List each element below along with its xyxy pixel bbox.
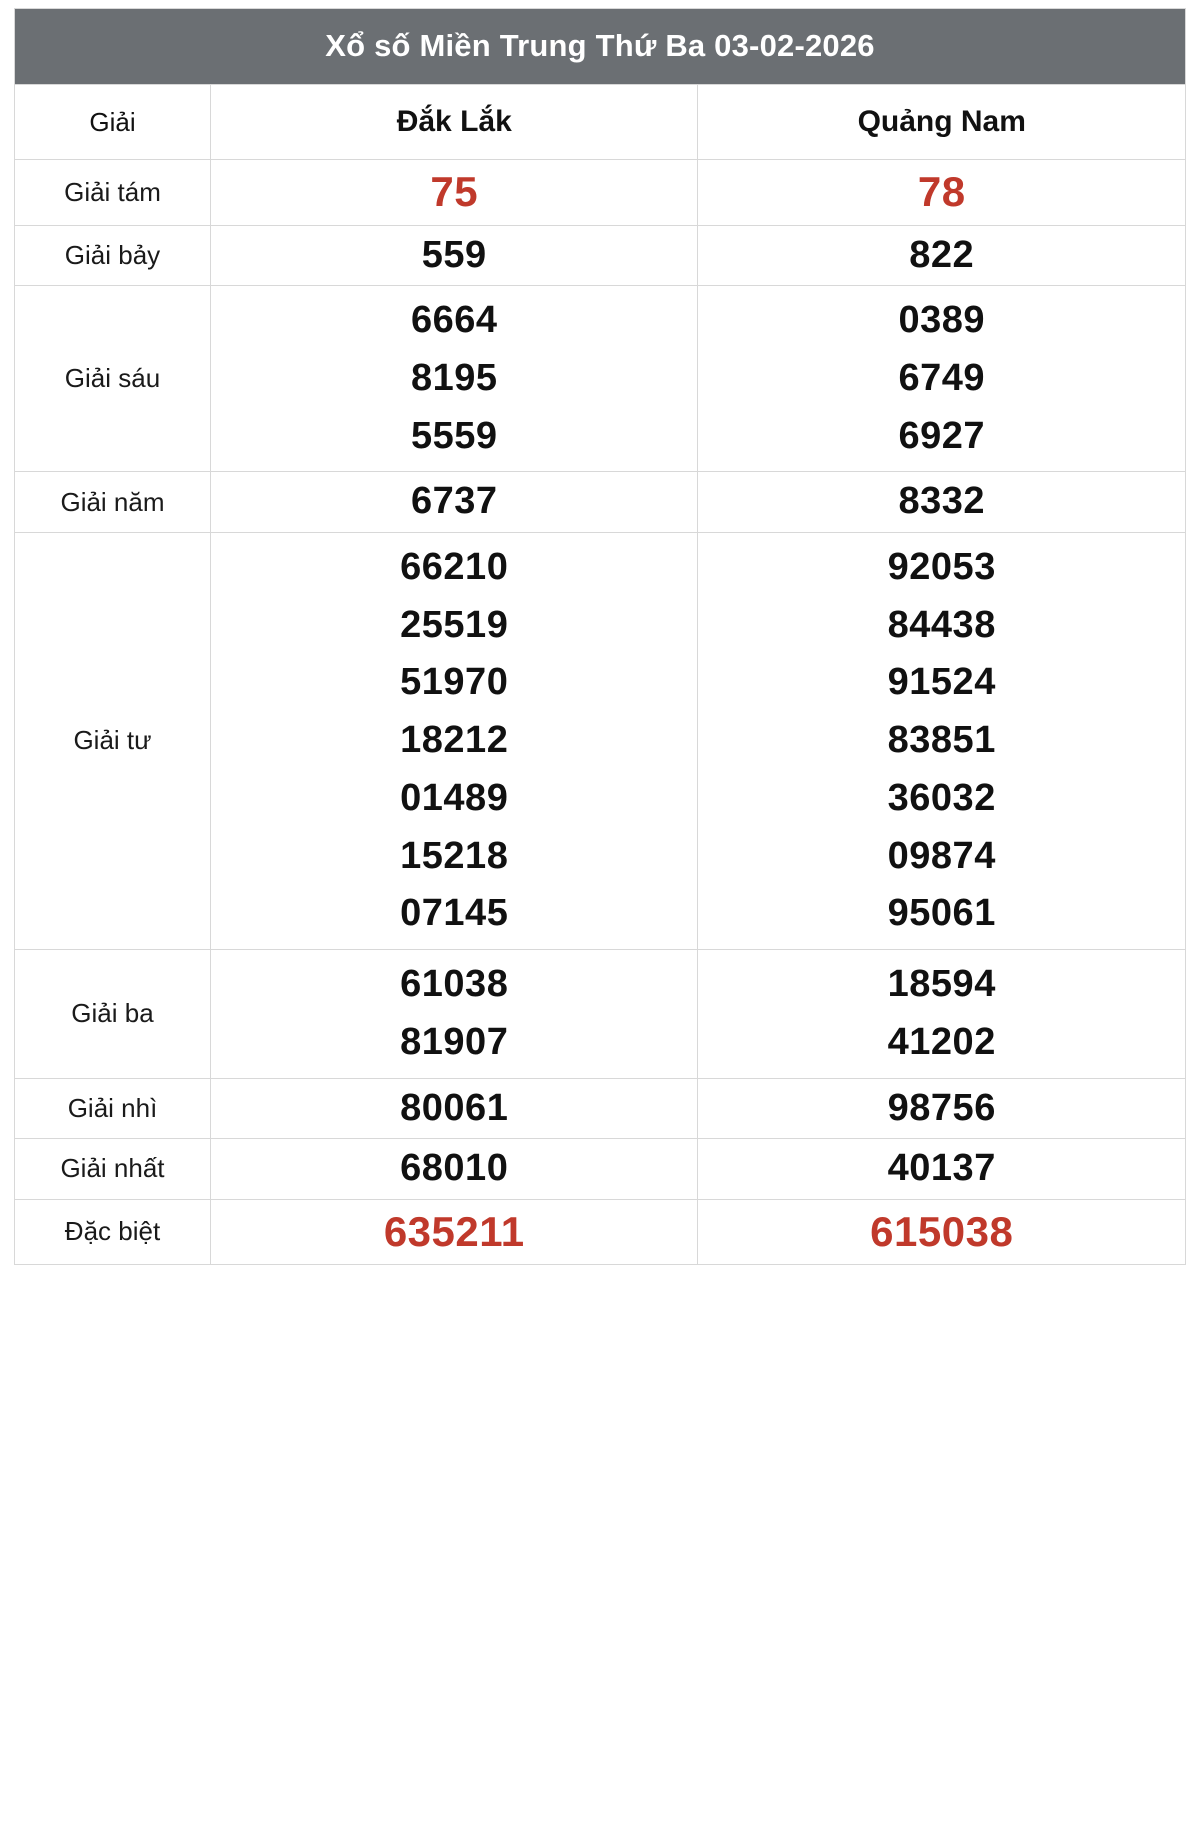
prize-label: Đặc biệt [15, 1199, 211, 1265]
prize-number: 8332 [898, 480, 986, 523]
prize-number: 95061 [887, 892, 996, 935]
dak-lak-numbers [211, 532, 698, 949]
quang-nam-numbers [698, 160, 1186, 226]
dak-lak-numbers [211, 950, 698, 1079]
prize-number: 98756 [887, 1086, 996, 1129]
quang-nam-numbers [698, 1078, 1186, 1139]
table-row [15, 532, 1186, 949]
table-row [15, 1199, 1186, 1265]
column-header-prize: Giải [15, 85, 211, 160]
prize-number: 91524 [887, 661, 996, 704]
prize-number: 36032 [887, 776, 996, 819]
prize-label: Giải sáu [15, 286, 211, 472]
prize-label: Giải tám [15, 160, 211, 226]
prize-number: 80061 [400, 1086, 509, 1129]
prize-label: Giải năm [15, 472, 211, 533]
prize-number: 92053 [887, 545, 996, 588]
column-header-dak-lak: Đắk Lắk [211, 85, 698, 160]
dak-lak-numbers [211, 1139, 698, 1200]
prize-number: 6737 [410, 480, 498, 523]
table-row [15, 1078, 1186, 1139]
prize-label: Giải ba [15, 950, 211, 1079]
page-title: Xổ số Miền Trung Thứ Ba 03-02-2026 [15, 9, 1186, 85]
prize-number: 84438 [887, 603, 996, 646]
table-row [15, 950, 1186, 1079]
table-header-row [15, 85, 1186, 160]
prize-number: 15218 [400, 834, 509, 877]
prize-number: 6927 [898, 414, 986, 457]
quang-nam-numbers [698, 532, 1186, 949]
quang-nam-numbers [698, 472, 1186, 533]
prize-number: 6749 [898, 356, 986, 399]
table-row [15, 286, 1186, 472]
prize-number: 78 [917, 168, 966, 215]
prize-number: 66210 [400, 545, 509, 588]
prize-number: 6664 [410, 299, 498, 341]
title-row [15, 9, 1186, 85]
dak-lak-numbers [211, 160, 698, 226]
prize-number: 75 [430, 168, 479, 215]
prize-number: 07145 [400, 892, 509, 935]
prize-number: 01489 [400, 776, 509, 819]
prize-number: 822 [909, 233, 975, 276]
prize-number: 51970 [400, 661, 509, 704]
column-header-quang-nam: Quảng Nam [698, 85, 1186, 160]
prize-label: Giải nhất [15, 1139, 211, 1200]
table-row [15, 160, 1186, 226]
quang-nam-numbers [698, 286, 1186, 472]
prize-number: 83851 [887, 719, 996, 761]
dak-lak-numbers [211, 1078, 698, 1139]
prize-number: 0389 [898, 299, 986, 341]
prize-number: 40137 [887, 1147, 996, 1189]
prize-number: 09874 [887, 834, 996, 877]
prize-number: 8195 [410, 356, 498, 399]
table-body [15, 9, 1186, 1265]
prize-label: Giải nhì [15, 1078, 211, 1139]
prize-number: 18212 [400, 719, 509, 761]
table-row [15, 225, 1186, 286]
prize-number: 615038 [870, 1207, 1014, 1255]
quang-nam-numbers [698, 225, 1186, 286]
dak-lak-numbers [211, 472, 698, 533]
table-row [15, 1139, 1186, 1200]
lottery-results-table [14, 8, 1186, 1265]
prize-label: Giải tư [15, 532, 211, 949]
dak-lak-numbers [211, 286, 698, 472]
quang-nam-numbers [698, 1199, 1186, 1265]
prize-number: 18594 [887, 963, 996, 1005]
prize-number: 5559 [410, 414, 498, 457]
table-row [15, 472, 1186, 533]
prize-number: 25519 [400, 603, 509, 646]
quang-nam-numbers [698, 950, 1186, 1079]
dak-lak-numbers [211, 1199, 698, 1265]
quang-nam-numbers [698, 1139, 1186, 1200]
prize-number: 559 [421, 233, 487, 276]
prize-label: Giải bảy [15, 225, 211, 286]
prize-number: 68010 [400, 1147, 509, 1189]
prize-number: 61038 [400, 963, 509, 1005]
dak-lak-numbers [211, 225, 698, 286]
prize-number: 635211 [383, 1207, 525, 1255]
prize-number: 41202 [887, 1020, 996, 1063]
prize-number: 81907 [400, 1020, 509, 1063]
